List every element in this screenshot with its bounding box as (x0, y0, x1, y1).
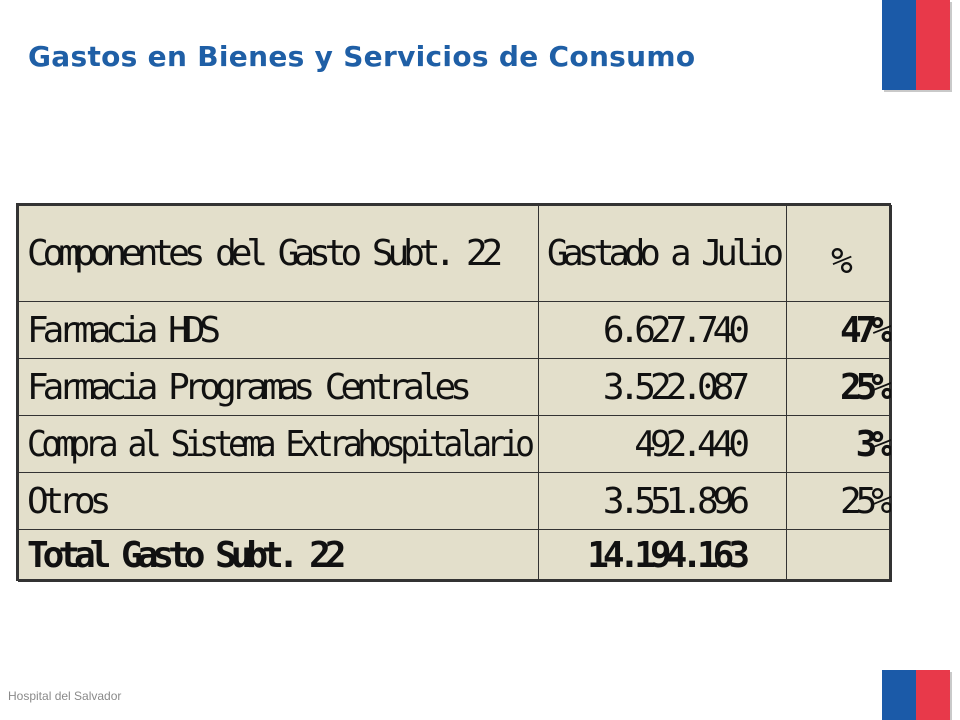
table-header-row (19, 206, 892, 302)
table-row (19, 302, 892, 359)
flag-blue-stripe (882, 670, 916, 720)
table-row (19, 359, 892, 416)
row-label: Farmacia Programas Centrales (19, 359, 539, 416)
header-componentes: Componentes del Gasto Subt. 22 (19, 206, 539, 302)
table-row (19, 416, 892, 473)
chile-flag-logo-bottom (882, 670, 950, 720)
row-percent: 25% (787, 473, 892, 530)
row-label: Otros (19, 473, 539, 530)
row-percent: 25% (787, 359, 892, 416)
row-amount: 3.551.896 (539, 473, 787, 530)
table-row (19, 473, 892, 530)
flag-red-stripe (916, 670, 950, 720)
row-label: Farmacia HDS (19, 302, 539, 359)
expense-table (18, 205, 892, 582)
row-percent: 47% (787, 302, 892, 359)
flag-blue-stripe (882, 0, 916, 90)
footer-text: Hospital del Salvador (8, 689, 122, 703)
header-percent: % (787, 206, 892, 302)
flag-red-stripe (916, 0, 950, 90)
header-gastado: Gastado a Julio (539, 206, 787, 302)
slide-title: Gastos en Bienes y Servicios de Consumo (28, 40, 696, 73)
row-amount: 492.440 (539, 416, 787, 473)
table-total-row (19, 530, 892, 582)
row-amount: 6.627.740 (539, 302, 787, 359)
chile-flag-logo-top (882, 0, 950, 90)
total-amount: 14.194.163 (539, 530, 787, 582)
row-label: Compra al Sistema Extrahospitalario (19, 416, 539, 473)
row-percent: 3% (787, 416, 892, 473)
total-percent (787, 530, 892, 582)
expense-table-container (16, 203, 891, 581)
total-label: Total Gasto Subt. 22 (19, 530, 539, 582)
row-amount: 3.522.087 (539, 359, 787, 416)
